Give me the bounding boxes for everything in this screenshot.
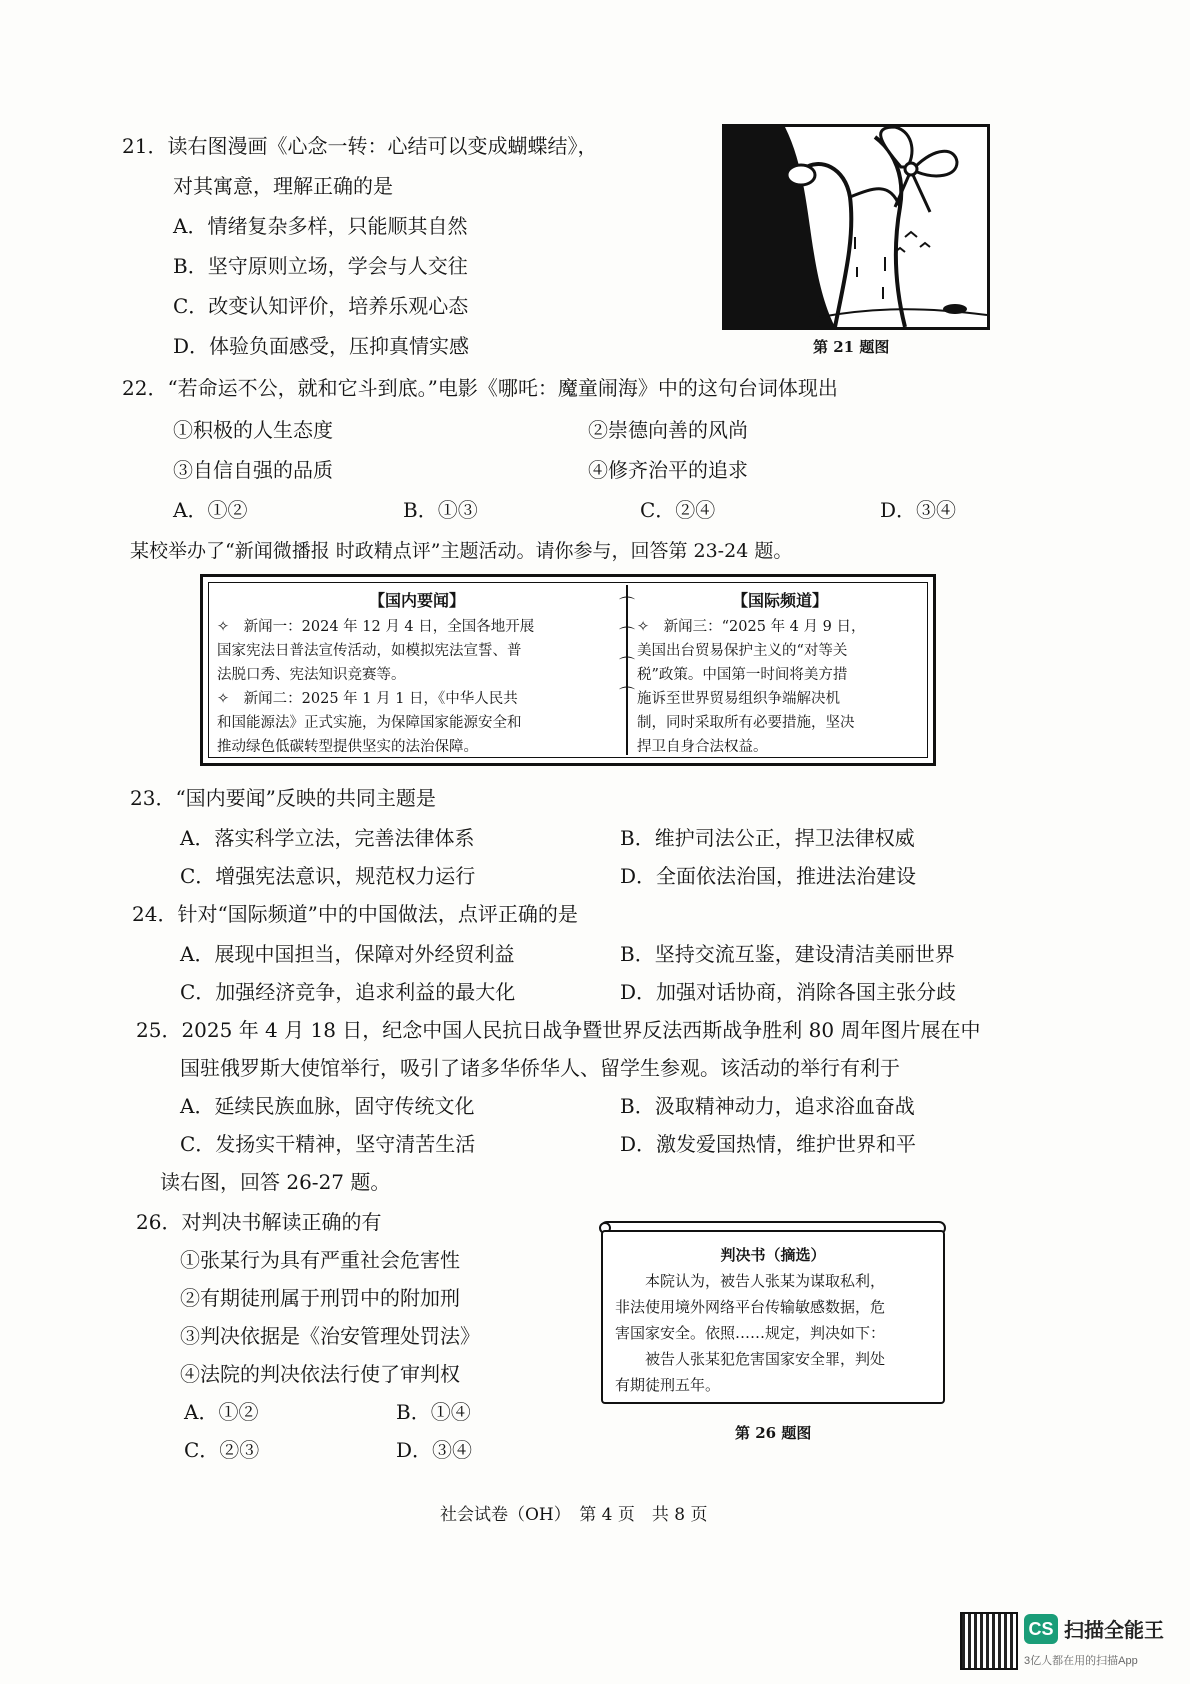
q25-option-c: C．发扬实干精神，坚守清苦生活	[180, 1132, 476, 1156]
q25-stem-line2: 国驻俄罗斯大使馆举行，吸引了诸多华侨华人、留学生参观。该活动的举行有利于	[180, 1056, 900, 1080]
verdict-line: 本院认为，被告人张某为谋取私利，	[615, 1272, 886, 1290]
q21-stem-line2: 对其寓意，理解正确的是	[173, 174, 393, 198]
binder-ring-icon: ⌒	[618, 595, 635, 614]
verdict-line: 非法使用境外网络平台传输敏感数据，危	[615, 1298, 886, 1316]
q22-stem: 22．“若命运不公，就和它斗到底。”电影《哪吒：魔童闹海》中的这句台词体现出	[122, 376, 838, 400]
q26-stem: 26．对判决书解读正确的有	[136, 1210, 382, 1234]
q24-option-d: D．加强对话协商，消除各国主张分歧	[620, 980, 957, 1004]
news-domestic-header: 【国内要闻】	[368, 591, 465, 610]
q23-option-d: D．全面依法治国，推进法治建设	[620, 864, 917, 888]
news-international-line: 税”政策。中国第一时间将美方措	[637, 667, 848, 683]
q26-figure-caption: 第 26 题图	[735, 1424, 812, 1442]
news-international-line: 美国出台贸易保护主义的“对等关	[637, 643, 848, 659]
page-footer: 社会试卷（OH） 第 4 页 共 8 页	[440, 1505, 708, 1525]
binder-ring-icon: ⌒	[618, 655, 635, 674]
news-box	[200, 574, 936, 766]
news-inner-frame	[208, 582, 928, 758]
q25-option-d: D．激发爱国热情，维护世界和平	[620, 1132, 917, 1156]
q22-option-b: B．①③	[403, 498, 478, 522]
binder-ring-icon: ⌒	[618, 685, 635, 704]
news-domestic-line: ✧ 新闻二：2025 年 1 月 1 日，《中华人民共	[217, 691, 518, 707]
q21-option-a: A．情绪复杂多样，只能顺其自然	[173, 214, 468, 238]
q22-statement-3: ③自信自强的品质	[173, 458, 333, 482]
q24-option-a: A．展现中国担当，保障对外经贸利益	[180, 942, 515, 966]
qr-code-icon	[960, 1612, 1018, 1670]
q25-option-a: A．延续民族血脉，固守传统文化	[180, 1094, 475, 1118]
intro-23-24: 某校举办了“新闻微播报 时政精点评”主题活动。请你参与，回答第 23-24 题。	[130, 540, 793, 562]
tree-bow-cartoon-icon	[725, 127, 987, 327]
news-international-line: 捍卫自身合法权益。	[637, 739, 768, 755]
q24-stem: 24．针对“国际频道”中的中国做法，点评正确的是	[132, 902, 578, 926]
camscanner-tagline: 3亿人都在用的扫描App	[1024, 1655, 1138, 1667]
q26-statement-3: ③判决依据是《治安管理处罚法》	[180, 1324, 480, 1348]
news-international-line: 制，同时采取所有必要措施，坚决	[637, 715, 855, 731]
news-domestic-line: 法脱口秀、宪法知识竞赛等。	[217, 667, 406, 683]
q22-option-d: D．③④	[880, 498, 957, 522]
verdict-scroll	[593, 1218, 953, 1410]
q22-statement-2: ②崇德向善的风尚	[588, 418, 748, 442]
q26-statement-4: ④法院的判决依法行使了审判权	[180, 1362, 460, 1386]
q21-cartoon-image	[722, 124, 990, 330]
q25-stem-line1: 25．2025 年 4 月 18 日，纪念中国人民抗日战争暨世界反法西斯战争胜利 80 周年图片展在中	[136, 1018, 981, 1042]
q26-option-b: B．①④	[396, 1400, 471, 1424]
q26-option-d: D．③④	[396, 1438, 473, 1462]
intro-26-27: 读右图，回答 26-27 题。	[160, 1170, 391, 1194]
verdict-text-panel	[601, 1230, 945, 1404]
news-international-header: 【国际频道】	[731, 591, 828, 610]
binder-ring-icon: ⌒	[618, 625, 635, 644]
q24-option-c: C．加强经济竞争，追求利益的最大化	[180, 980, 516, 1004]
q23-option-b: B．维护司法公正，捍卫法律权威	[620, 826, 915, 850]
q26-option-c: C．②③	[184, 1438, 260, 1462]
q21-option-b: B．坚守原则立场，学会与人交往	[173, 254, 468, 278]
verdict-line: 有期徒刑五年。	[615, 1376, 721, 1394]
q21-option-d: D．体验负面感受，压抑真情实感	[173, 334, 470, 358]
news-domestic-line: 国家宪法日普法宣传活动，如模拟宪法宣誓、普	[217, 643, 522, 659]
verdict-title: 判决书（摘选）	[720, 1246, 826, 1264]
q26-option-a: A．①②	[184, 1400, 259, 1424]
verdict-line: 害国家安全。依照……规定，判决如下：	[615, 1324, 886, 1342]
news-international-column	[637, 589, 923, 759]
verdict-line: 被告人张某犯危害国家安全罪，判处	[615, 1350, 886, 1368]
q25-option-b: B．汲取精神动力，追求浴血奋战	[620, 1094, 915, 1118]
q26-statement-2: ②有期徒刑属于刑罚中的附加刑	[180, 1286, 460, 1310]
camscanner-name: 扫描全能王	[1064, 1620, 1164, 1642]
q22-option-a: A．①②	[173, 498, 248, 522]
q21-option-c: C．改变认知评价，培养乐观心态	[173, 294, 469, 318]
news-domestic-line: ✧ 新闻一：2024 年 12 月 4 日，全国各地开展	[217, 619, 535, 635]
q22-statement-4: ④修齐治平的追求	[588, 458, 748, 482]
q22-option-c: C．②④	[640, 498, 716, 522]
q26-statement-1: ①张某行为具有严重社会危害性	[180, 1248, 460, 1272]
camscanner-logo-icon: CS	[1024, 1614, 1058, 1644]
news-domestic-line: 推动绿色低碳转型提供坚实的法治保障。	[217, 739, 478, 755]
q21-stem-line1: 21．读右图漫画《心念一转：心结可以变成蝴蝶结》，	[122, 134, 598, 158]
q23-option-c: C．增强宪法意识，规范权力运行	[180, 864, 476, 888]
news-international-line: 施诉至世界贸易组织争端解决机	[637, 691, 840, 707]
q22-statement-1: ①积极的人生态度	[173, 418, 333, 442]
q23-stem: 23．“国内要闻”反映的共同主题是	[130, 786, 436, 810]
news-domestic-line: 和国能源法》正式实施，为保障国家能源安全和	[217, 715, 522, 731]
q23-option-a: A．落实科学立法，完善法律体系	[180, 826, 475, 850]
q21-figure-caption: 第 21 题图	[813, 338, 890, 356]
news-international-line: ✧ 新闻三：“2025 年 4 月 9 日，	[637, 619, 866, 635]
q24-option-b: B．坚持交流互鉴，建设清洁美丽世界	[620, 942, 955, 966]
news-domestic-column	[217, 589, 617, 759]
